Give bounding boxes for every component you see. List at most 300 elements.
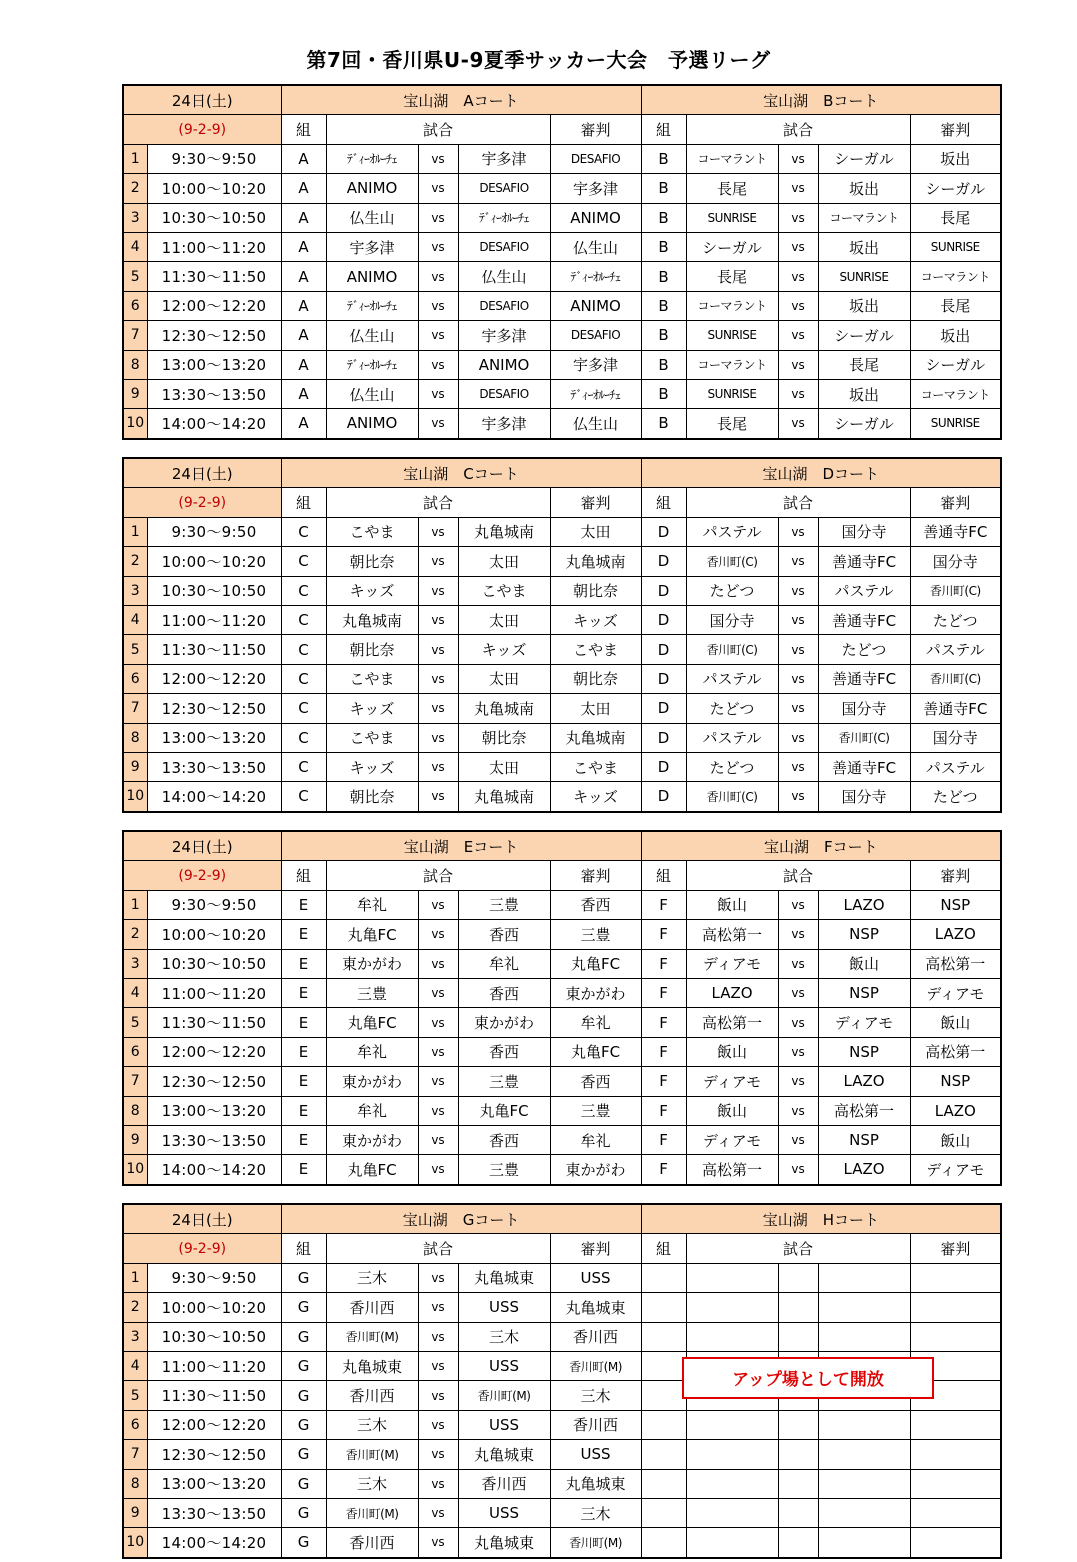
right-referee: コーマラント [910,379,1001,408]
right-group-cell: B [641,379,686,408]
right-vs: vs [778,978,818,1007]
left-group-cell: G [281,1410,326,1439]
table-row [123,1498,1001,1527]
right-group-cell: D [641,635,686,664]
left-team-2: 宇多津 [458,321,550,350]
right-vs: vs [778,890,818,919]
right-team-1: パステル [686,517,778,546]
right-team-1: コーマラント [686,291,778,320]
left-vs: vs [418,203,458,232]
left-team-1: 牟礼 [326,1037,418,1066]
right-match-header: 試合 [686,488,910,517]
match-time: 13:30～13:50 [147,1125,281,1154]
left-team-1: 香川町(M) [326,1440,418,1469]
left-referee: USS [550,1263,641,1292]
match-number: 1 [123,517,147,546]
table-row [123,379,1001,408]
date-cell: 24日(土) [123,458,281,488]
match-time: 10:30～10:50 [147,949,281,978]
left-group-cell: C [281,782,326,812]
right-team-1: シーガル [686,232,778,261]
right-group-cell: F [641,1125,686,1154]
left-referee: 朝比奈 [550,576,641,605]
left-team-1: 宇多津 [326,232,418,261]
left-referee: 丸亀FC [550,1037,641,1066]
match-number: 10 [123,409,147,439]
table-row [123,1469,1001,1498]
right-referee: パステル [910,752,1001,781]
match-number: 6 [123,291,147,320]
left-vs: vs [418,1037,458,1066]
right-referee: 国分寺 [910,723,1001,752]
right-team-1 [686,1293,778,1322]
header-row [123,1204,1001,1234]
match-time: 13:00～13:20 [147,1469,281,1498]
match-time: 11:30～11:50 [147,262,281,291]
schedule-table [122,457,1002,813]
left-team-2: ANIMO [458,350,550,379]
right-team-2: 国分寺 [818,694,910,723]
header-row [123,85,1001,115]
right-team-1: 飯山 [686,890,778,919]
right-vs [778,1498,818,1527]
match-number: 6 [123,1037,147,1066]
left-court-title: 宝山湖 Cコート [281,458,641,488]
left-team-2: 丸亀城南 [458,517,550,546]
left-referee: こやま [550,752,641,781]
left-team-1: ﾃﾞｨｰｵﾙｰﾁｪ [326,350,418,379]
right-team-2: LAZO [818,1155,910,1185]
left-group-cell: E [281,978,326,1007]
right-match-header: 試合 [686,115,910,144]
right-vs: vs [778,782,818,812]
right-referee: 高松第一 [910,949,1001,978]
left-referee: 三豊 [550,1096,641,1125]
right-team-2: たどつ [818,635,910,664]
right-team-1: パステル [686,723,778,752]
right-vs: vs [778,379,818,408]
left-team-1: 東かがわ [326,1067,418,1096]
left-vs: vs [418,1096,458,1125]
right-team-1: たどつ [686,752,778,781]
left-team-2: 香川町(M) [458,1381,550,1410]
right-team-2: NSP [818,1125,910,1154]
match-time: 14:00～14:20 [147,409,281,439]
left-team-2: 宇多津 [458,409,550,439]
left-team-1: 香川町(M) [326,1498,418,1527]
right-team-2: 国分寺 [818,517,910,546]
column-header-row [123,1234,1001,1263]
right-vs: vs [778,547,818,576]
right-team-2: 坂出 [818,379,910,408]
left-group-cell: C [281,517,326,546]
right-team-2: 高松第一 [818,1096,910,1125]
left-court-title: 宝山湖 Eコート [281,831,641,861]
left-group-cell: A [281,144,326,173]
table-row [123,1155,1001,1185]
match-time: 12:30～12:50 [147,694,281,723]
right-group-header: 組 [641,861,686,890]
right-match-header: 試合 [686,1234,910,1263]
right-referee: 長尾 [910,291,1001,320]
left-vs: vs [418,262,458,291]
right-team-2: LAZO [818,1067,910,1096]
right-referee: ディアモ [910,978,1001,1007]
left-group-cell: E [281,949,326,978]
left-vs: vs [418,605,458,634]
table-row [123,782,1001,812]
left-vs: vs [418,291,458,320]
right-vs: vs [778,517,818,546]
left-referee: 香川西 [550,1322,641,1351]
match-time: 11:30～11:50 [147,1381,281,1410]
right-vs: vs [778,232,818,261]
left-team-1: 三木 [326,1410,418,1439]
right-team-1: コーマラント [686,350,778,379]
left-group-cell: C [281,752,326,781]
right-referee: 善通寺FC [910,517,1001,546]
right-referee: SUNRISE [910,409,1001,439]
left-vs: vs [418,635,458,664]
match-number: 7 [123,321,147,350]
match-time: 10:30～10:50 [147,1322,281,1351]
right-vs: vs [778,664,818,693]
right-team-1: 飯山 [686,1037,778,1066]
table-row [123,517,1001,546]
left-group-cell: E [281,1008,326,1037]
match-number: 8 [123,350,147,379]
schedule-table [122,830,1002,1186]
left-team-1: 香川西 [326,1528,418,1558]
left-vs: vs [418,1381,458,1410]
right-group-cell [641,1440,686,1469]
left-team-1: 香川西 [326,1293,418,1322]
right-referee: 善通寺FC [910,694,1001,723]
match-number: 10 [123,1155,147,1185]
schedule-table [122,84,1002,440]
left-referee: 宇多津 [550,350,641,379]
left-match-header: 試合 [326,1234,550,1263]
match-number: 4 [123,232,147,261]
left-team-1: ﾃﾞｨｰｵﾙｰﾁｪ [326,144,418,173]
right-team-2: 長尾 [818,350,910,379]
match-time: 12:00～12:20 [147,664,281,693]
right-referee [910,1498,1001,1527]
right-team-2 [818,1469,910,1498]
right-vs [778,1410,818,1439]
right-group-cell: D [641,605,686,634]
right-team-2: 坂出 [818,174,910,203]
right-court-title: 宝山湖 Bコート [641,85,1001,115]
right-group-cell: D [641,752,686,781]
right-vs: vs [778,605,818,634]
right-referee: パステル [910,635,1001,664]
left-group-cell: A [281,232,326,261]
right-team-1: たどつ [686,576,778,605]
match-number: 9 [123,379,147,408]
right-court-title: 宝山湖 Fコート [641,831,1001,861]
left-team-2: こやま [458,576,550,605]
left-group-cell: E [281,920,326,949]
left-team-1: 丸亀FC [326,1008,418,1037]
table-row [123,723,1001,752]
right-vs [778,1263,818,1292]
left-team-2: 宇多津 [458,144,550,173]
right-team-1: LAZO [686,978,778,1007]
left-team-1: 三豊 [326,978,418,1007]
column-header-row [123,861,1001,890]
right-referee [910,1440,1001,1469]
right-group-cell [641,1381,686,1410]
date-cell: 24日(土) [123,831,281,861]
left-team-2: 太田 [458,547,550,576]
left-team-1: ANIMO [326,409,418,439]
right-team-1: ディアモ [686,1125,778,1154]
format-cell: (9-2-9) [123,861,281,890]
left-team-1: ANIMO [326,262,418,291]
right-referee: LAZO [910,1096,1001,1125]
left-group-cell: G [281,1293,326,1322]
left-team-1: こやま [326,723,418,752]
left-vs: vs [418,949,458,978]
table-row [123,232,1001,261]
right-team-1: パステル [686,664,778,693]
right-referee-header: 審判 [910,488,1001,517]
match-number: 5 [123,635,147,664]
right-group-cell [641,1351,686,1380]
match-number: 8 [123,1096,147,1125]
table-row [123,1008,1001,1037]
left-group-cell: A [281,262,326,291]
table-row [123,1067,1001,1096]
left-vs: vs [418,1469,458,1498]
left-referee: ANIMO [550,203,641,232]
right-vs: vs [778,350,818,379]
right-group-cell: B [641,409,686,439]
right-group-cell: B [641,174,686,203]
left-vs: vs [418,1155,458,1185]
right-group-cell: F [641,1096,686,1125]
match-number: 2 [123,920,147,949]
left-team-1: こやま [326,664,418,693]
right-vs: vs [778,1037,818,1066]
left-team-1: 香川西 [326,1381,418,1410]
match-time: 11:00～11:20 [147,978,281,1007]
left-team-2: 東かがわ [458,1008,550,1037]
right-team-2: シーガル [818,409,910,439]
match-number: 4 [123,605,147,634]
right-group-cell [641,1469,686,1498]
table-row [123,144,1001,173]
right-team-2: 善通寺FC [818,664,910,693]
left-team-1: キッズ [326,694,418,723]
left-vs: vs [418,920,458,949]
left-team-2: 丸亀城南 [458,782,550,812]
left-referee: 香西 [550,1067,641,1096]
match-number: 9 [123,1498,147,1527]
left-referee: 太田 [550,694,641,723]
match-number: 1 [123,1263,147,1292]
table-row [123,291,1001,320]
match-time: 13:30～13:50 [147,1498,281,1527]
match-number: 3 [123,1322,147,1351]
match-time: 13:00～13:20 [147,723,281,752]
right-group-cell [641,1528,686,1558]
right-vs: vs [778,203,818,232]
left-match-header: 試合 [326,861,550,890]
left-referee: 香川町(M) [550,1528,641,1558]
right-team-2 [818,1293,910,1322]
table-row [123,1096,1001,1125]
table-row [123,409,1001,439]
left-group-cell: C [281,605,326,634]
match-number: 8 [123,1469,147,1498]
header-row [123,831,1001,861]
left-team-1: 三木 [326,1263,418,1292]
left-group-header: 組 [281,861,326,890]
right-team-1: 長尾 [686,262,778,291]
match-time: 11:30～11:50 [147,635,281,664]
right-vs: vs [778,174,818,203]
left-group-cell: C [281,664,326,693]
table-row [123,1322,1001,1351]
right-group-header: 組 [641,1234,686,1263]
left-referee: 香西 [550,890,641,919]
left-referee: 香川西 [550,1410,641,1439]
left-group-cell: E [281,1096,326,1125]
right-team-2: ディアモ [818,1008,910,1037]
right-team-2: 善通寺FC [818,547,910,576]
match-number: 2 [123,547,147,576]
left-team-1: こやま [326,517,418,546]
match-time: 10:00～10:20 [147,174,281,203]
right-team-2: 香川町(C) [818,723,910,752]
right-group-cell: F [641,978,686,1007]
right-group-cell: F [641,1008,686,1037]
left-vs: vs [418,664,458,693]
right-referee-header: 審判 [910,115,1001,144]
right-group-cell: B [641,350,686,379]
match-time: 11:00～11:20 [147,1351,281,1380]
right-match-header: 試合 [686,861,910,890]
left-referee: 丸亀FC [550,949,641,978]
match-time: 13:00～13:20 [147,350,281,379]
right-vs: vs [778,920,818,949]
left-referee: 太田 [550,517,641,546]
left-referee: DESAFIO [550,144,641,173]
left-team-2: ﾃﾞｨｰｵﾙｰﾁｪ [458,203,550,232]
right-group-cell: B [641,203,686,232]
table-row [123,694,1001,723]
right-group-cell: D [641,694,686,723]
right-group-cell: D [641,782,686,812]
left-group-header: 組 [281,488,326,517]
left-vs: vs [418,409,458,439]
match-number: 8 [123,723,147,752]
left-team-2: 香西 [458,920,550,949]
left-referee: 丸亀城東 [550,1293,641,1322]
right-team-1: 長尾 [686,409,778,439]
left-team-1: キッズ [326,752,418,781]
match-time: 10:00～10:20 [147,547,281,576]
table-row [123,1410,1001,1439]
right-team-1 [686,1498,778,1527]
left-team-2: DESAFIO [458,174,550,203]
format-cell: (9-2-9) [123,488,281,517]
right-team-1: SUNRISE [686,379,778,408]
match-number: 2 [123,174,147,203]
left-team-2: 三豊 [458,1155,550,1185]
left-referee: キッズ [550,782,641,812]
table-row [123,949,1001,978]
match-time: 9:30～9:50 [147,890,281,919]
left-team-2: 香西 [458,1125,550,1154]
match-number: 6 [123,664,147,693]
match-number: 5 [123,262,147,291]
right-referee: SUNRISE [910,232,1001,261]
left-group-cell: E [281,890,326,919]
right-referee: NSP [910,890,1001,919]
left-referee: 三木 [550,1381,641,1410]
left-team-2: 香西 [458,1037,550,1066]
right-group-cell: F [641,1155,686,1185]
left-group-cell: A [281,291,326,320]
left-team-1: 丸亀城南 [326,605,418,634]
right-referee: たどつ [910,782,1001,812]
left-team-2: USS [458,1293,550,1322]
left-vs: vs [418,547,458,576]
right-team-2: 国分寺 [818,782,910,812]
right-group-cell: D [641,547,686,576]
right-referee [910,1528,1001,1558]
format-cell: (9-2-9) [123,115,281,144]
table-row [123,635,1001,664]
match-time: 12:30～12:50 [147,1440,281,1469]
left-team-1: 朝比奈 [326,547,418,576]
left-group-cell: G [281,1351,326,1380]
right-court-title: 宝山湖 Dコート [641,458,1001,488]
right-referee: 長尾 [910,203,1001,232]
right-team-1 [686,1528,778,1558]
match-number: 9 [123,1125,147,1154]
right-team-2: 善通寺FC [818,605,910,634]
match-time: 10:00～10:20 [147,1293,281,1322]
match-number: 4 [123,978,147,1007]
right-referee: 坂出 [910,321,1001,350]
match-number: 3 [123,949,147,978]
right-team-2: 飯山 [818,949,910,978]
right-vs: vs [778,723,818,752]
right-vs: vs [778,694,818,723]
left-vs: vs [418,782,458,812]
right-team-1: 高松第一 [686,920,778,949]
table-row [123,920,1001,949]
right-group-cell: F [641,890,686,919]
right-team-1: 香川町(C) [686,635,778,664]
right-referee: ディアモ [910,1155,1001,1185]
left-team-1: 牟礼 [326,890,418,919]
right-team-2: シーガル [818,144,910,173]
match-time: 14:00～14:20 [147,782,281,812]
match-time: 12:30～12:50 [147,1067,281,1096]
right-vs: vs [778,409,818,439]
left-vs: vs [418,890,458,919]
match-time: 12:30～12:50 [147,321,281,350]
right-referee: シーガル [910,350,1001,379]
right-team-1 [686,1322,778,1351]
right-team-2: SUNRISE [818,262,910,291]
left-vs: vs [418,1067,458,1096]
